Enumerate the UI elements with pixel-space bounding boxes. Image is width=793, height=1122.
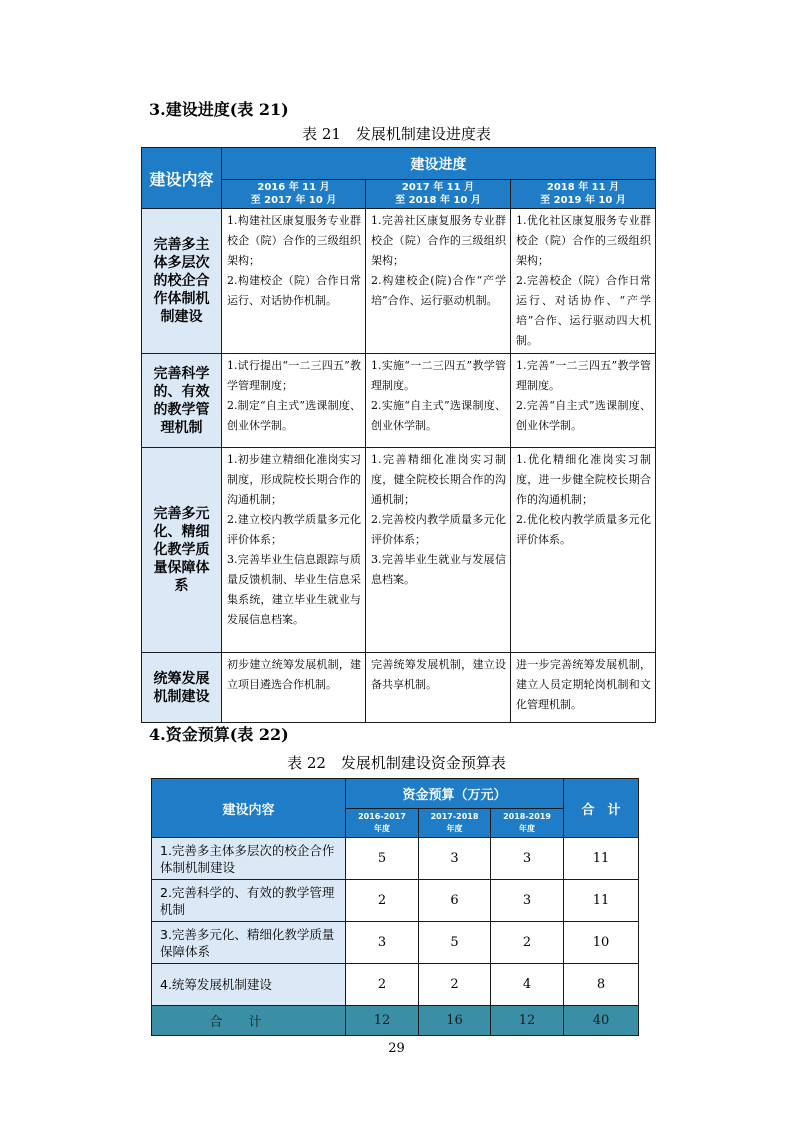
budget-row-total: 8 (564, 964, 639, 1006)
page-number: 29 (388, 1041, 405, 1056)
grand-total-value: 16 (419, 1006, 491, 1036)
header-year: 2017-2018 年度 (419, 809, 491, 838)
budget-value: 6 (419, 880, 491, 922)
budget-row-label: 2.完善科学的、有效的教学管理机制 (152, 880, 346, 922)
table21-caption: 表 21 发展机制建设进度表 (302, 125, 491, 143)
budget-value: 2 (346, 964, 419, 1006)
progress-cell: 初步建立统筹发展机制，建立项目遴选合作机制。 (222, 653, 366, 723)
budget-value: 3 (346, 922, 419, 964)
progress-cell: 1.优化精细化准岗实习制度，进一步健全院校长期合作的沟通机制； 2.优化校内教学质量多元化评价体系。 (511, 448, 656, 653)
budget-value: 3 (491, 880, 564, 922)
row-title: 完善多元化、精细化教学质量保障体系 (142, 448, 222, 653)
header-period: 2016 年 11 月 至 2017 年 10 月 (222, 180, 366, 209)
row-title: 统筹发展机制建设 (142, 653, 222, 723)
row-title: 完善科学的、有效的教学管理机制 (142, 354, 222, 448)
header-year: 2016-2017 年度 (346, 809, 419, 838)
header-budget: 资金预算（万元） (346, 779, 564, 809)
table22-caption: 表 22 发展机制建设资金预算表 (287, 754, 506, 772)
grand-total-value: 12 (491, 1006, 564, 1036)
progress-cell: 1.初步建立精细化准岗实习制度，形成院校长期合作的沟通机制； 2.建立校内教学质量多元化评价体系； 3.完善毕业生信息跟踪与质量反馈机制、毕业生信息采集系统，建立毕业生就业与发展信息档案。 (222, 448, 366, 653)
progress-cell: 1.构建社区康复服务专业群校企（院）合作的三级组织架构； 2.构建校企（院）合作日常运行、对话协作机制。 (222, 209, 366, 354)
budget-value: 3 (491, 838, 564, 880)
grand-total-label: 合计 (152, 1006, 346, 1036)
progress-cell: 1.完善精细化准岗实习制度，健全院校长期合作的沟通机制； 2.完善校内教学质量多元化评价体系； 3.完善毕业生就业与发展信息档案。 (366, 448, 511, 653)
progress-cell: 1.完善“一二三四五”教学管理制度。 2.完善“自主式”选课制度、创业休学制。 (511, 354, 656, 448)
budget-value: 2 (346, 880, 419, 922)
header-content: 建设内容 (142, 148, 222, 209)
budget-row-label: 3.完善多元化、精细化教学质量保障体系 (152, 922, 346, 964)
progress-cell: 1.优化社区康复服务专业群校企（院）合作的三级组织架构； 2.完善校企（院）合作日常运行、对话协作、“产学培”合作、运行驱动四大机制。 (511, 209, 656, 354)
header-period: 2017 年 11 月 至 2018 年 10 月 (366, 180, 511, 209)
row-title: 完善多主体多层次的校企合作体制机制建设 (142, 209, 222, 354)
budget-row-label: 4.统筹发展机制建设 (152, 964, 346, 1006)
budget-value: 2 (419, 964, 491, 1006)
progress-cell: 1.实施“一二三四五”教学管理制度。 2.实施“自主式”选课制度、创业休学制。 (366, 354, 511, 448)
budget-value: 5 (346, 838, 419, 880)
budget-row-total: 11 (564, 838, 639, 880)
header-content: 建设内容 (152, 779, 346, 838)
budget-value: 4 (491, 964, 564, 1006)
budget-value: 3 (419, 838, 491, 880)
section-title-schedule: 3.建设进度(表 21) (149, 100, 289, 119)
grand-total-value: 12 (346, 1006, 419, 1036)
progress-cell: 进一步完善统筹发展机制，建立人员定期轮岗机制和文化管理机制。 (511, 653, 656, 723)
budget-row-total: 10 (564, 922, 639, 964)
budget-row-total: 11 (564, 880, 639, 922)
grand-total-sum: 40 (564, 1006, 639, 1036)
section-title-budget: 4.资金预算(表 22) (149, 725, 289, 744)
table-22-budget (151, 778, 639, 1036)
header-progress: 建设进度 (222, 148, 656, 180)
progress-cell: 完善统筹发展机制，建立设备共享机制。 (366, 653, 511, 723)
header-total: 合 计 (564, 779, 639, 838)
budget-value: 5 (419, 922, 491, 964)
progress-cell: 1.试行提出“一二三四五”教学管理制度； 2.制定“自主式”选课制度、创业休学制。 (222, 354, 366, 448)
table-21-progress (141, 147, 656, 723)
header-year: 2018-2019 年度 (491, 809, 564, 838)
budget-row-label: 1.完善多主体多层次的校企合作体制机制建设 (152, 838, 346, 880)
header-period: 2018 年 11 月 至 2019 年 10 月 (511, 180, 656, 209)
budget-value: 2 (491, 922, 564, 964)
progress-cell: 1.完善社区康复服务专业群校企（院）合作的三级组织架构； 2.构建校企(院)合作“产学培”合作、运行驱动机制。 (366, 209, 511, 354)
